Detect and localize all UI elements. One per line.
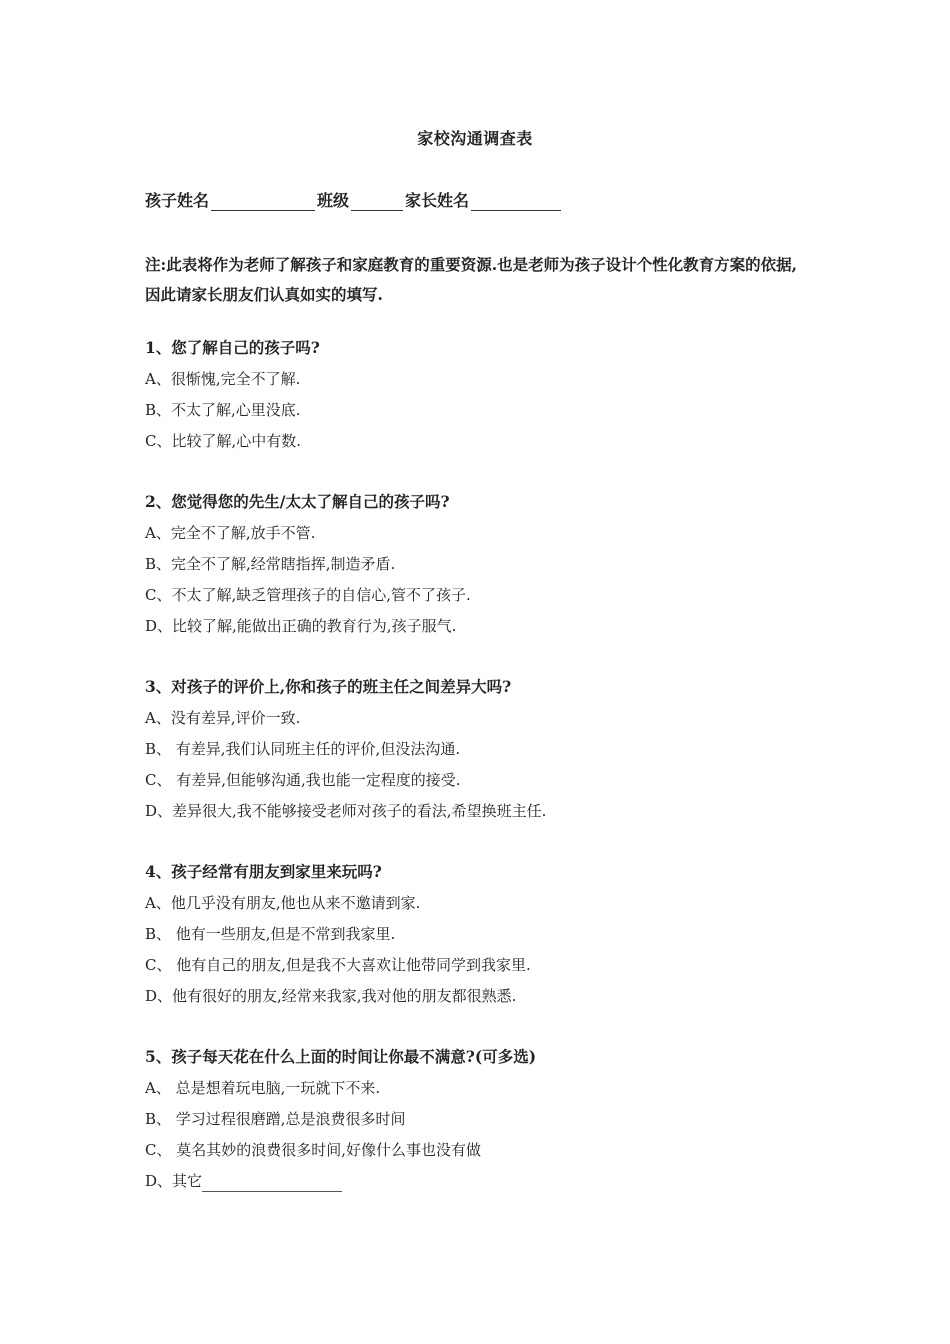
parent-name-label: 家长姓名: [405, 191, 470, 210]
option-d-other[interactable]: [145, 1170, 825, 1201]
option-d[interactable]: D、比较了解,能做出正确的教育行为,孩子服气.: [145, 617, 457, 635]
info-line: [145, 188, 563, 211]
parent-name-blank[interactable]: [471, 192, 561, 211]
question-4: [145, 861, 825, 1016]
option-b[interactable]: B、 他有一些朋友,但是不常到我家里.: [145, 925, 396, 943]
question-5: [145, 1046, 825, 1201]
option-d[interactable]: D、他有很好的朋友,经常来我家,我对他的朋友都很熟悉.: [145, 987, 517, 1005]
question-1: [145, 337, 825, 461]
option-b[interactable]: B、 有差异,我们认同班主任的评价,但没法沟通.: [145, 740, 461, 758]
option-c[interactable]: C、 有差异,但能够沟通,我也能一定程度的接受.: [145, 771, 461, 789]
note-text: 注:此表将作为老师了解孩子和家庭教育的重要资源.也是老师为孩子设计个性化教育方案的依据,因此请家长朋友们认真如实的填写.: [145, 255, 798, 304]
other-blank[interactable]: [202, 1175, 342, 1192]
page-title: 家校沟通调查表: [417, 129, 533, 148]
question-title: 1、您了解自己的孩子吗?: [145, 338, 320, 357]
question-3: [145, 676, 825, 831]
option-a[interactable]: A、他几乎没有朋友,他也从来不邀请到家.: [145, 894, 421, 912]
option-d[interactable]: D、差异很大,我不能够接受老师对孩子的看法,希望换班主任.: [145, 802, 547, 820]
class-label: 班级: [317, 191, 350, 210]
option-c[interactable]: C、比较了解,心中有数.: [145, 432, 302, 450]
question-title: 5、孩子每天花在什么上面的时间让你最不满意?(可多选): [145, 1047, 537, 1066]
child-name-blank[interactable]: [211, 192, 315, 211]
option-b[interactable]: B、 学习过程很磨蹭,总是浪费很多时间: [145, 1110, 406, 1128]
option-a[interactable]: A、很惭愧,完全不了解.: [145, 370, 301, 388]
question-2: [145, 491, 825, 646]
class-blank[interactable]: [351, 192, 403, 211]
option-c[interactable]: C、不太了解,缺乏管理孩子的自信心,管不了孩子.: [145, 586, 471, 604]
question-title: 3、对孩子的评价上,你和孩子的班主任之间差异大吗?: [145, 677, 512, 696]
option-a[interactable]: A、 总是想着玩电脑,一玩就下不来.: [145, 1079, 381, 1097]
option-c[interactable]: C、 莫名其妙的浪费很多时间,好像什么事也没有做: [145, 1141, 482, 1159]
option-b[interactable]: B、完全不了解,经常瞎指挥,制造矛盾.: [145, 555, 396, 573]
option-b[interactable]: B、不太了解,心里没底.: [145, 401, 301, 419]
question-title: 2、您觉得您的先生/太太了解自己的孩子吗?: [145, 492, 450, 511]
child-name-label: 孩子姓名: [145, 191, 210, 210]
option-a[interactable]: A、完全不了解,放手不管.: [145, 524, 316, 542]
option-d-label: D、其它: [145, 1172, 203, 1190]
option-a[interactable]: A、没有差异,评价一致.: [145, 709, 301, 727]
question-title: 4、孩子经常有朋友到家里来玩吗?: [145, 862, 382, 881]
option-c[interactable]: C、 他有自己的朋友,但是我不大喜欢让他带同学到我家里.: [145, 956, 531, 974]
